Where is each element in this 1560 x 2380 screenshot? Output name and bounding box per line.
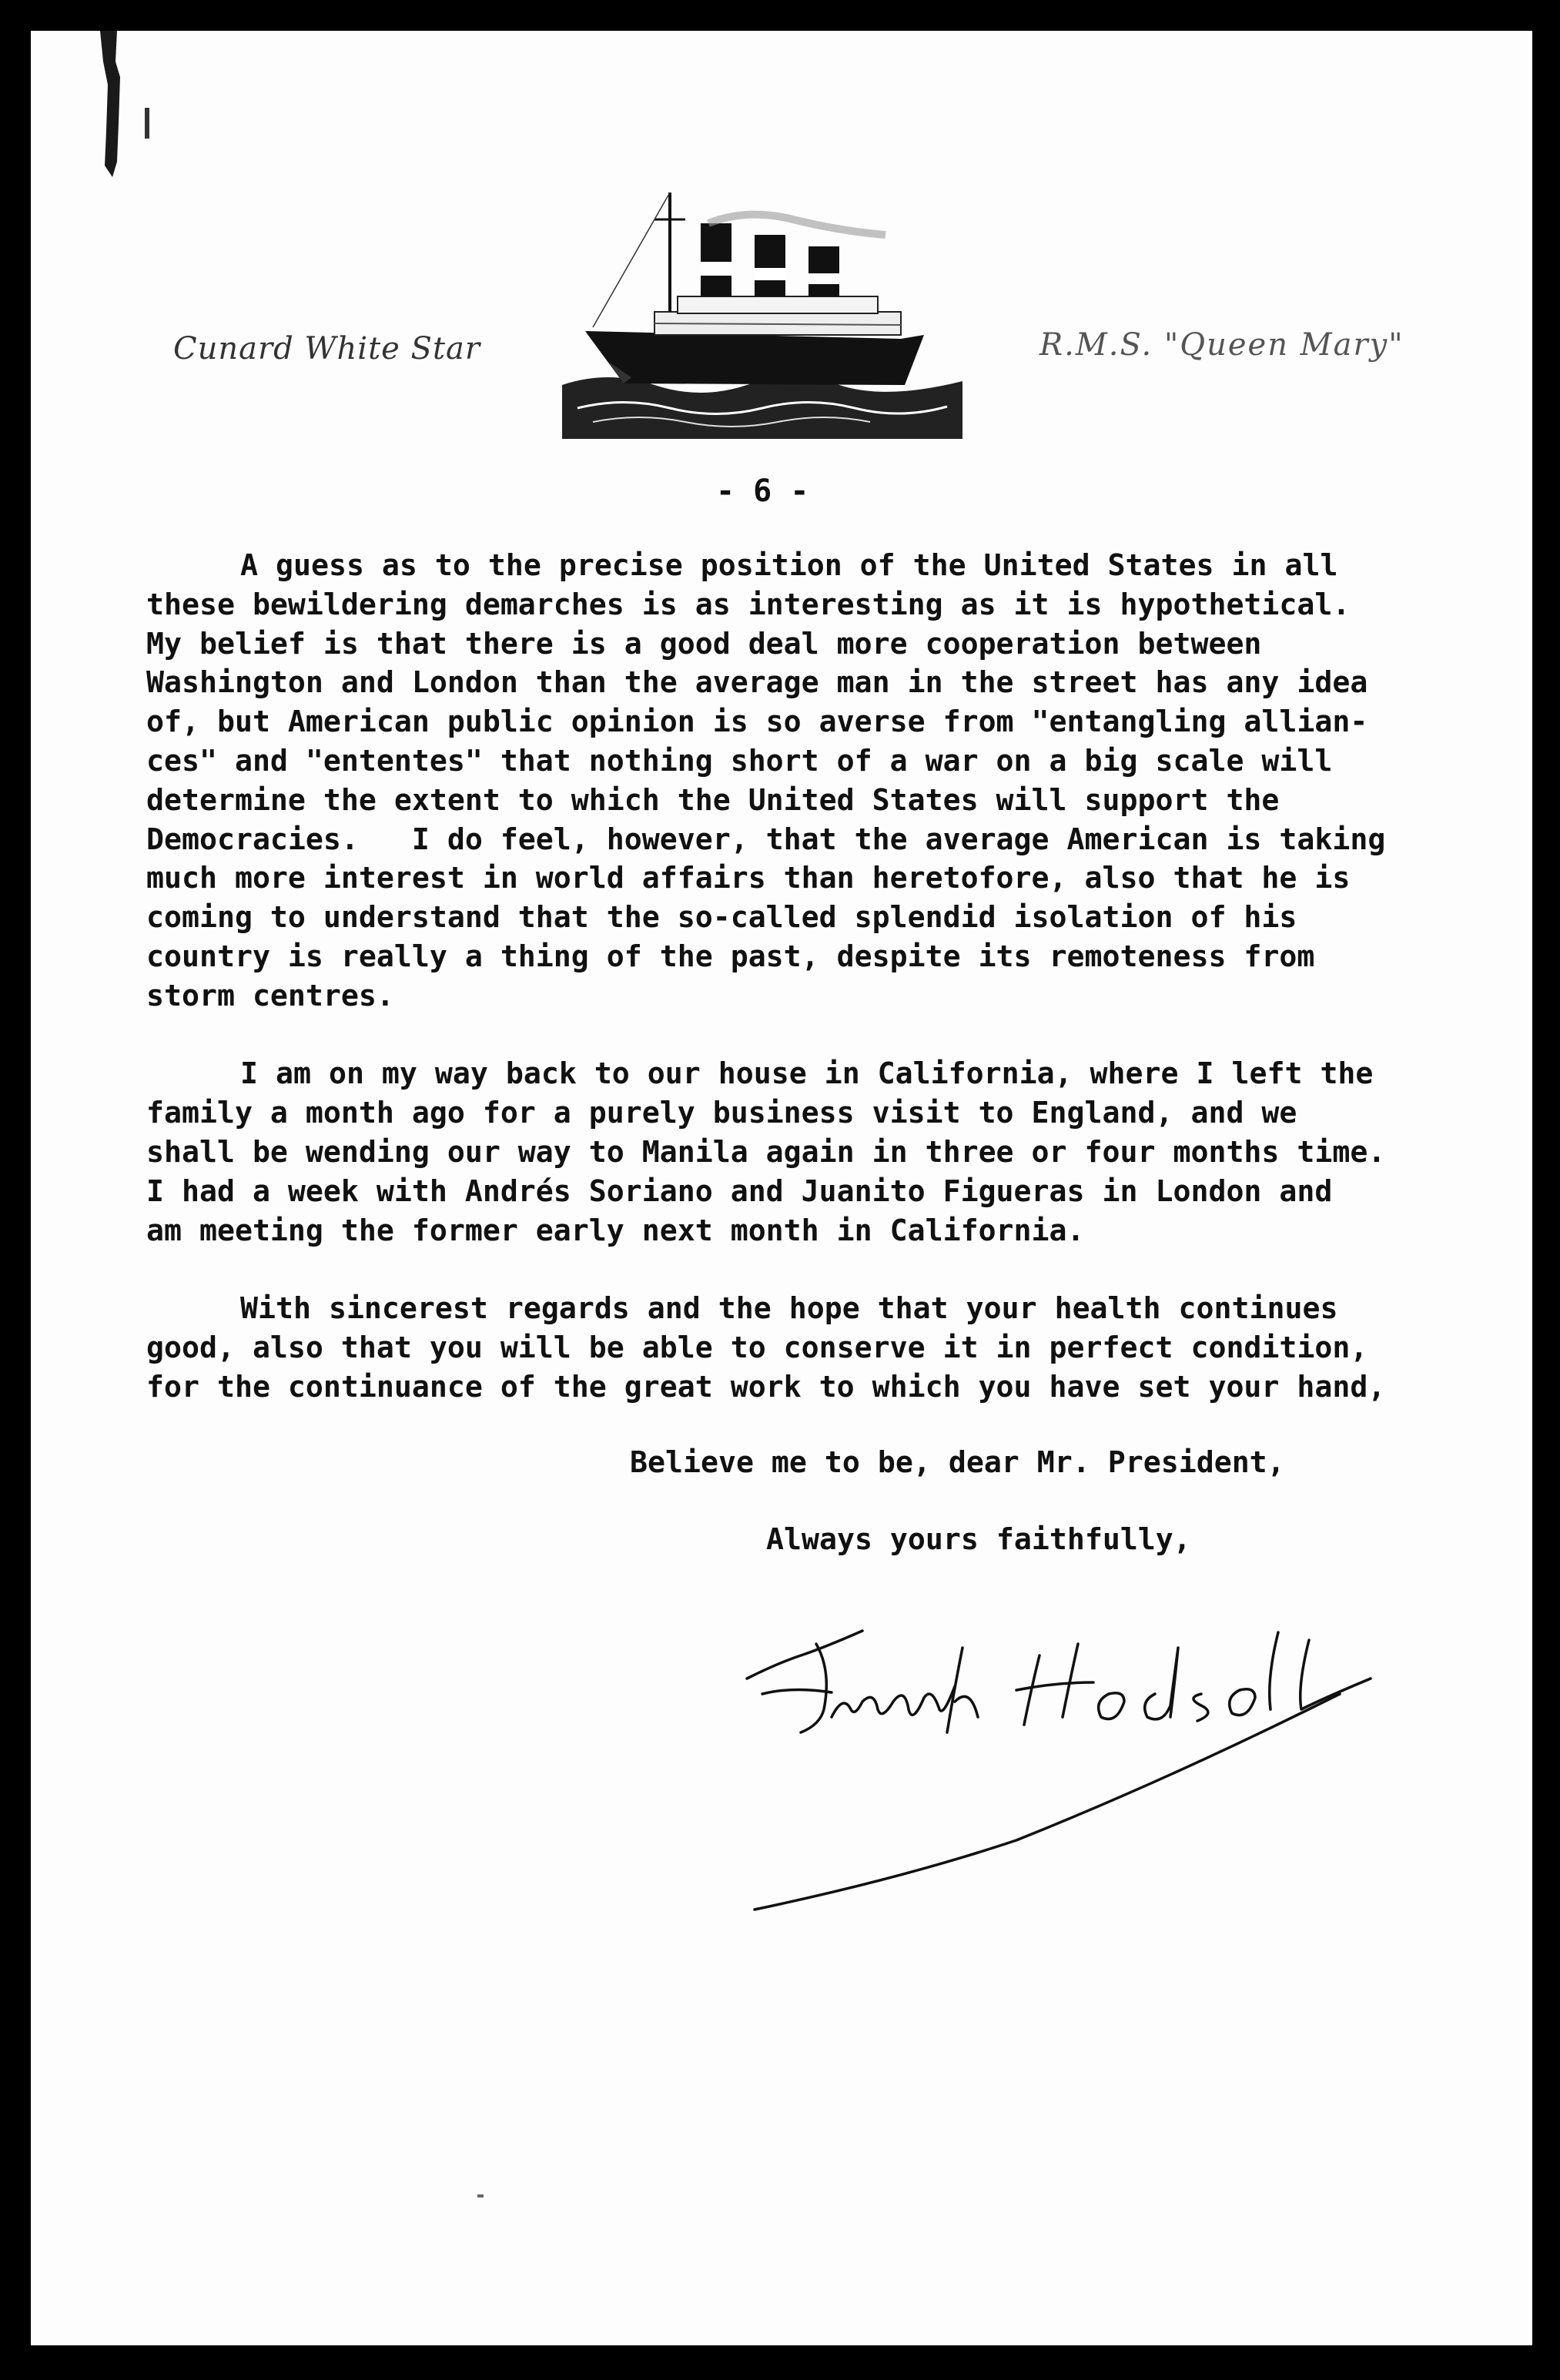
text-line: storm centres. [146,979,394,1013]
ocean-liner-illustration [562,177,962,439]
text-line: Democracies. I do feel, however, that the average American is taking [146,822,1386,857]
text-line: of, but American public opinion is so averse from "entangling allian- [146,705,1368,740]
letter-page [31,31,1532,2345]
text-line: With sincerest regards and the hope that your health continues [240,1292,1338,1327]
text-line: coming to understand that the so-called splendid isolation of his [146,901,1297,936]
text-line: am meeting the former early next month in California. [146,1213,1085,1248]
closing-salutation: Believe me to be, dear Mr. President, [630,1446,1285,1480]
text-line: country is really a thing of the past, despite its remoteness from [146,939,1315,974]
text-line: I am on my way back to our house in California, where I left the [240,1057,1374,1092]
letter-body [146,547,1525,1446]
text-line: A guess as to the precise position of the United States in all [240,549,1338,583]
text-line: ces" and "ententes" that nothing short of a war on a big scale will [146,744,1333,778]
text-line: much more interest in world affairs than heretofore, also that he is [146,862,1351,896]
paragraph-3 [146,1290,1525,1407]
text-line: Washington and London than the average man in the street has any idea [146,666,1368,701]
text-line: good, also that you will be able to conserve it in perfect condition, [146,1331,1368,1365]
text-line: shall be wending our way to Manila again in three or four months time. [146,1135,1386,1170]
letterhead-ship-name: R.M.S. "Queen Mary" [1039,327,1404,363]
page-number: - 6 - [716,474,809,509]
text-line: My belief is that there is a good deal more cooperation between [146,627,1262,661]
stray-mark [477,2194,484,2198]
ink-blot-mark [77,31,154,185]
text-line: these bewildering demarches is as interesting as it is hypothetical. [146,587,1351,622]
closing-signoff: Always yours faithfully, [766,1523,1191,1557]
handwritten-signature [708,1602,1463,1940]
text-line: I had a week with Andrés Soriano and Juanito Figueras in London and [146,1174,1333,1209]
paragraph-1 [146,547,1525,1016]
letterhead-company: Cunard White Star [173,331,480,367]
text-line: for the continuance of the great work to which you have set your hand, [146,1370,1386,1404]
text-line: determine the extent to which the United States will support the [146,783,1280,818]
paragraph-2 [146,1055,1525,1250]
text-line: family a month ago for a purely business visit to England, and we [146,1096,1297,1131]
